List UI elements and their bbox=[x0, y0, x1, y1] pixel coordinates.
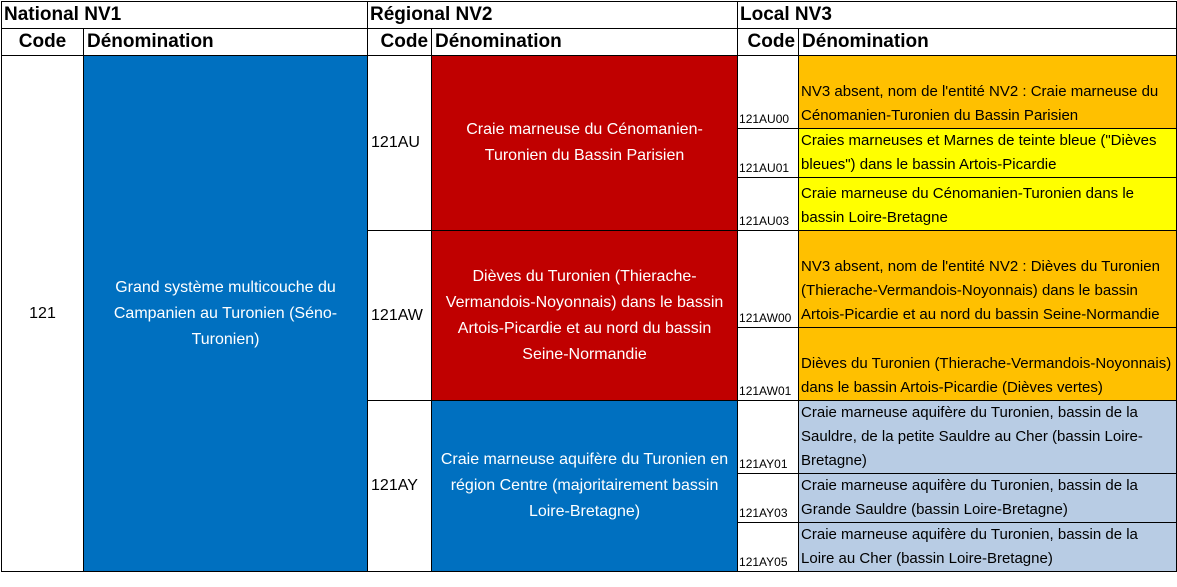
nv3-denomination-header: Dénomination bbox=[799, 29, 1177, 56]
nv2-code-header: Code bbox=[368, 29, 432, 56]
nv1-name-cell: Grand système multicouche du Campanien au Turonien (Séno-Turonien) bbox=[84, 56, 368, 572]
nv3-name-cell: Craie marneuse aquifère du Turonien, bassin de la Grande Sauldre (bassin Loire-Bretagne) bbox=[799, 474, 1177, 523]
nv3-code-cell: 121AY03 bbox=[738, 474, 799, 523]
nv3-code-cell: 121AW00 bbox=[738, 231, 799, 328]
aquifer-classification-table bbox=[1, 1, 1177, 572]
column-header-row bbox=[2, 29, 1177, 56]
nv3-code-cell: 121AY05 bbox=[738, 523, 799, 572]
nv2-code-cell: 121AU bbox=[368, 56, 432, 231]
nv3-name-cell: NV3 absent, nom de l'entité NV2 : Craie marneuse du Cénomanien-Turonien du Bassin Parisien bbox=[799, 56, 1177, 129]
nv3-name-cell: Craies marneuses et Marnes de teinte bleue ("Dièves bleues") dans le bassin Artois-Picardie bbox=[799, 129, 1177, 178]
level-nv3-heading: Local NV3 bbox=[738, 2, 1177, 29]
level-header-row bbox=[2, 2, 1177, 29]
level-nv2-heading: Régional NV2 bbox=[368, 2, 738, 29]
nv3-code-cell: 121AY01 bbox=[738, 401, 799, 474]
nv2-name-cell: Craie marneuse du Cénomanien-Turonien du Bassin Parisien bbox=[432, 56, 738, 231]
nv3-name-cell: Dièves du Turonien (Thierache-Vermandois-Noyonnais) dans le bassin Artois-Picardie (Dièves vertes) bbox=[799, 328, 1177, 401]
nv3-code-cell: 121AU01 bbox=[738, 129, 799, 178]
table-row bbox=[2, 56, 1177, 129]
nv2-denomination-header: Dénomination bbox=[432, 29, 738, 56]
nv3-name-cell: Craie marneuse du Cénomanien-Turonien dans le bassin Loire-Bretagne bbox=[799, 178, 1177, 231]
nv1-denomination-header: Dénomination bbox=[84, 29, 368, 56]
nv2-name-cell: Craie marneuse aquifère du Turonien en région Centre (majoritairement bassin Loire-Bretagne) bbox=[432, 401, 738, 572]
nv3-code-cell: 121AU00 bbox=[738, 56, 799, 129]
nv2-code-cell: 121AW bbox=[368, 231, 432, 401]
nv2-code-cell: 121AY bbox=[368, 401, 432, 572]
nv3-code-cell: 121AU03 bbox=[738, 178, 799, 231]
nv3-name-cell: NV3 absent, nom de l'entité NV2 : Dièves du Turonien (Thierache-Vermandois-Noyonnais) dans le bassin Artois-Picardie et au nord du bassin Seine-Normandie bbox=[799, 231, 1177, 328]
nv3-code-cell: 121AW01 bbox=[738, 328, 799, 401]
nv3-code-header: Code bbox=[738, 29, 799, 56]
nv1-code-cell: 121 bbox=[2, 56, 84, 572]
nv3-name-cell: Craie marneuse aquifère du Turonien, bassin de la Loire au Cher (bassin Loire-Bretagne) bbox=[799, 523, 1177, 572]
nv2-name-cell: Dièves du Turonien (Thierache-Vermandois-Noyonnais) dans le bassin Artois-Picardie et au nord du bassin Seine-Normandie bbox=[432, 231, 738, 401]
nv3-name-cell: Craie marneuse aquifère du Turonien, bassin de la Sauldre, de la petite Sauldre au Cher (bassin Loire-Bretagne) bbox=[799, 401, 1177, 474]
nv1-code-header: Code bbox=[2, 29, 84, 56]
level-nv1-heading: National NV1 bbox=[2, 2, 368, 29]
